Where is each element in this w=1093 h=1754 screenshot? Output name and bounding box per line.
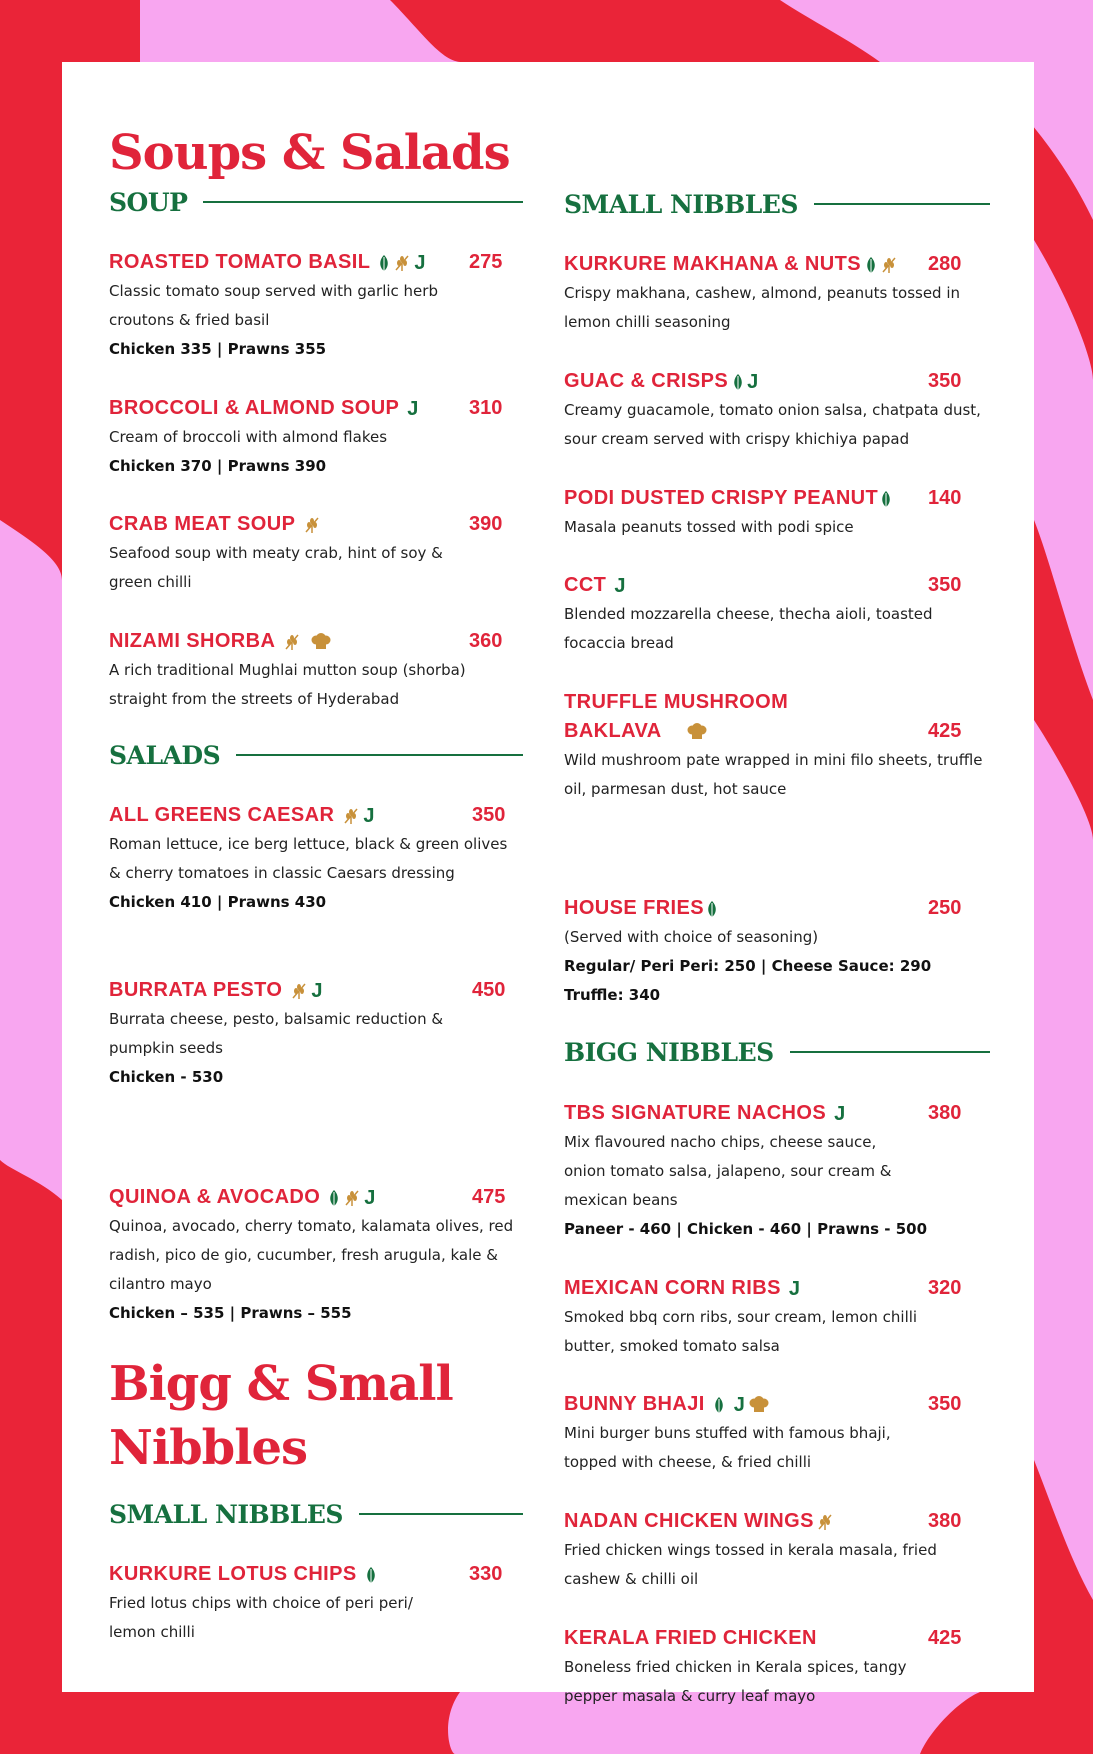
item-description: Mini burger buns stuffed with famous bhaji, topped with cheese, & fried chilli xyxy=(564,1424,891,1471)
menu-item xyxy=(109,801,523,917)
menu-item xyxy=(109,510,523,597)
item-name-row xyxy=(564,1624,990,1653)
item-name-row xyxy=(564,1274,990,1303)
menu-item xyxy=(564,688,990,804)
menu-item xyxy=(109,976,523,1092)
item-name-row xyxy=(109,394,523,423)
diet-icons xyxy=(816,1513,834,1531)
item-name: GUAC & CRISPS xyxy=(564,370,729,392)
chef-hat-icon xyxy=(748,1396,770,1414)
diet-icons xyxy=(290,981,323,1001)
item-name-row xyxy=(109,627,523,656)
item-extra-prices: Chicken - 530 xyxy=(109,1068,224,1086)
no-gluten-icon xyxy=(290,982,308,1000)
item-name: NIZAMI SHORBA xyxy=(109,630,276,652)
item-name-row xyxy=(109,248,523,277)
item-price: 425 xyxy=(928,720,962,742)
item-name: CRAB MEAT SOUP xyxy=(109,513,296,535)
diet-icons xyxy=(328,1188,376,1208)
no-gluten-icon xyxy=(880,256,898,274)
item-description: Burrata cheese, pesto, balsamic reduction & pumpkin seeds xyxy=(109,1010,444,1057)
item-price: 320 xyxy=(928,1277,962,1299)
menu-item xyxy=(109,248,523,364)
item-price: 350 xyxy=(928,370,962,392)
item-description: Seafood soup with meaty crab, hint of soy & green chilli xyxy=(109,544,443,591)
j-icon: J xyxy=(747,370,759,393)
j-icon: J xyxy=(788,1277,801,1300)
heading-small-nibbles xyxy=(109,1498,523,1530)
item-price: 250 xyxy=(928,897,962,919)
no-gluten-icon xyxy=(303,516,321,534)
chef-hat-icon xyxy=(310,633,332,651)
item-description: Cream of broccoli with almond flakes xyxy=(109,428,388,446)
item-description: Classic tomato soup served with garlic herb croutons & fried basil xyxy=(109,282,438,329)
no-gluten-icon xyxy=(283,633,301,651)
no-gluten-icon xyxy=(393,254,411,272)
menu-item xyxy=(109,627,523,714)
menu-item xyxy=(564,1274,990,1361)
item-name-row xyxy=(564,250,990,279)
item-price: 350 xyxy=(928,574,962,596)
item-price: 450 xyxy=(472,979,506,1001)
diet-icons xyxy=(732,372,759,392)
diet-icons xyxy=(880,490,892,508)
diet-icons xyxy=(865,256,898,274)
diet-icons xyxy=(706,900,718,918)
item-name: TRUFFLE MUSHROOM BAKLAVA xyxy=(564,691,789,742)
item-name-row xyxy=(564,1099,990,1128)
menu-item xyxy=(564,1390,990,1477)
item-name: KURKURE MAKHANA & NUTS xyxy=(564,253,861,275)
item-price: 280 xyxy=(928,253,962,275)
item-extra-prices: Paneer - 460 | Chicken - 460 | Prawns - 500 xyxy=(564,1220,928,1238)
heading-small-nibbles-text: SMALL NIBBLES xyxy=(109,1499,343,1529)
menu-item xyxy=(564,1624,990,1711)
diet-icons xyxy=(614,576,626,596)
item-description: A rich traditional Mughlai mutton soup (shorba) straight from the streets of Hyderabad xyxy=(109,661,466,708)
chef-hat-icon xyxy=(686,723,708,741)
item-price: 275 xyxy=(469,251,503,273)
item-price: 390 xyxy=(469,513,503,535)
item-extra-prices: Chicken 335 | Prawns 355 xyxy=(109,340,327,358)
item-description: Roman lettuce, ice berg lettuce, black & green olives & cherry tomatoes in classic Caesars dressing xyxy=(109,835,508,882)
diet-icons xyxy=(365,1566,377,1584)
menu-item xyxy=(109,1560,523,1647)
item-price: 140 xyxy=(928,487,962,509)
menu-card xyxy=(62,62,1034,1705)
item-name-row xyxy=(564,1507,990,1536)
diet-icons xyxy=(407,399,419,419)
no-gluten-icon xyxy=(343,1189,361,1207)
menu-item xyxy=(564,1507,990,1594)
divider-line xyxy=(203,201,523,203)
item-name-row xyxy=(564,688,864,746)
item-price: 380 xyxy=(928,1102,962,1124)
item-name-row xyxy=(564,367,990,396)
item-name: MEXICAN CORN RIBS xyxy=(564,1277,781,1299)
divider-line xyxy=(236,754,523,756)
item-name-row xyxy=(564,484,990,513)
diet-icons xyxy=(378,253,426,273)
j-icon: J xyxy=(614,574,626,597)
item-price: 350 xyxy=(928,1393,962,1415)
section-title-nibbles xyxy=(109,1352,453,1480)
item-price: 425 xyxy=(928,1627,962,1649)
leaf-icon xyxy=(713,1396,725,1414)
item-extra-prices: Chicken 370 | Prawns 390 xyxy=(109,457,327,475)
item-description: Fried chicken wings tossed in kerala masala, fried cashew & chilli oil xyxy=(564,1541,937,1588)
item-description: Masala peanuts tossed with podi spice xyxy=(564,518,854,536)
j-icon: J xyxy=(363,804,375,827)
heading-bigg-nibbles-text: BIGG NIBBLES xyxy=(564,1037,774,1067)
menu-item xyxy=(109,394,523,481)
item-description: Wild mushroom pate wrapped in mini filo sheets, truffle oil, parmesan dust, hot sauce xyxy=(564,751,983,798)
item-name-row xyxy=(109,976,523,1005)
no-gluten-icon xyxy=(342,807,360,825)
item-extra-prices-2: Truffle: 340 xyxy=(564,986,661,1004)
leaf-icon xyxy=(706,900,718,918)
leaf-icon xyxy=(328,1189,340,1207)
item-name: HOUSE FRIES xyxy=(564,897,704,919)
heading-small-nibbles-right xyxy=(564,188,990,220)
item-name: NADAN CHICKEN WINGS xyxy=(564,1510,814,1532)
menu-item xyxy=(564,894,990,1010)
item-description: Blended mozzarella cheese, thecha aioli, toasted focaccia bread xyxy=(564,605,933,652)
j-icon: J xyxy=(834,1102,846,1125)
heading-soup xyxy=(109,186,523,218)
item-name: PODI DUSTED CRISPY PEANUT xyxy=(564,487,879,509)
item-name-row xyxy=(564,1390,990,1419)
item-name: KURKURE LOTUS CHIPS xyxy=(109,1563,357,1585)
item-name: TBS SIGNATURE NACHOS xyxy=(564,1102,827,1124)
item-name-row xyxy=(109,1560,523,1589)
item-description: Boneless fried chicken in Kerala spices, tangy pepper masala & curry leaf mayo xyxy=(564,1658,907,1705)
item-description: (Served with choice of seasoning) xyxy=(564,928,819,946)
menu-item xyxy=(564,367,990,454)
j-icon: J xyxy=(407,397,419,420)
divider-line xyxy=(790,1051,990,1053)
menu-item xyxy=(564,484,990,542)
heading-small-nibbles-text: SMALL NIBBLES xyxy=(564,189,798,219)
diet-icons xyxy=(283,633,332,651)
item-name: CCT xyxy=(564,574,607,596)
divider-line xyxy=(359,1513,523,1515)
item-description: Quinoa, avocado, cherry tomato, kalamata olives, red radish, pico de gio, cucumber, fresh arugula, kale & cilantro mayo xyxy=(109,1217,514,1293)
j-icon: J xyxy=(733,1393,746,1416)
diet-icons xyxy=(342,806,375,826)
section-title-line-1: Bigg & Small xyxy=(109,1356,453,1412)
section-title-line-2: Nibbles xyxy=(109,1420,308,1476)
leaf-icon xyxy=(880,490,892,508)
item-description: Creamy guacamole, tomato onion salsa, chatpata dust, sour cream served with crispy khichiya papad xyxy=(564,401,981,448)
item-extra-prices: Chicken – 535 | Prawns – 555 xyxy=(109,1304,352,1322)
item-name: BROCCOLI & ALMOND SOUP xyxy=(109,397,400,419)
diet-icons xyxy=(713,1395,771,1415)
item-name: KERALA FRIED CHICKEN xyxy=(564,1627,817,1649)
diet-icons xyxy=(303,516,321,534)
item-extra-prices: Regular/ Peri Peri: 250 | Cheese Sauce: 290 xyxy=(564,957,932,975)
menu-item xyxy=(564,571,990,658)
item-name: BURRATA PESTO xyxy=(109,979,283,1001)
menu-item xyxy=(109,1183,523,1328)
leaf-icon xyxy=(378,254,390,272)
heading-bigg-nibbles xyxy=(564,1036,990,1068)
item-price: 350 xyxy=(472,804,506,826)
item-name: ALL GREENS CAESAR xyxy=(109,804,335,826)
item-description: Smoked bbq corn ribs, sour cream, lemon chilli butter, smoked tomato salsa xyxy=(564,1308,918,1355)
item-name: BUNNY BHAJI xyxy=(564,1393,705,1415)
diet-icons xyxy=(834,1104,846,1124)
menu-item xyxy=(564,250,990,337)
item-description: Crispy makhana, cashew, almond, peanuts tossed in lemon chilli seasoning xyxy=(564,284,961,331)
item-price: 380 xyxy=(928,1510,962,1532)
j-icon: J xyxy=(364,1186,376,1209)
no-gluten-icon xyxy=(816,1513,834,1531)
item-description: Mix flavoured nacho chips, cheese sauce, onion tomato salsa, jalapeno, sour cream & mexican beans xyxy=(564,1133,892,1209)
item-price: 310 xyxy=(469,397,503,419)
leaf-icon xyxy=(865,256,877,274)
section-title-soups-salads: Soups & Salads xyxy=(109,125,510,181)
item-price: 330 xyxy=(469,1563,503,1585)
item-price: 475 xyxy=(472,1186,506,1208)
item-name: ROASTED TOMATO BASIL xyxy=(109,251,371,273)
leaf-icon xyxy=(365,1566,377,1584)
heading-salads-text: SALADS xyxy=(109,740,221,770)
item-name-row xyxy=(109,801,523,830)
item-name-row xyxy=(109,1183,523,1212)
item-price: 360 xyxy=(469,630,503,652)
item-name-row xyxy=(564,894,990,923)
leaf-icon xyxy=(732,373,744,391)
divider-line xyxy=(814,203,990,205)
menu-item xyxy=(564,1099,990,1244)
item-extra-prices: Chicken 410 | Prawns 430 xyxy=(109,893,327,911)
item-name-row xyxy=(564,571,990,600)
heading-salads xyxy=(109,739,523,771)
item-name-row xyxy=(109,510,523,539)
diet-icons xyxy=(789,1279,801,1299)
item-name: QUINOA & AVOCADO xyxy=(109,1186,321,1208)
j-icon: J xyxy=(311,979,323,1002)
j-icon: J xyxy=(414,251,426,274)
item-description: Fried lotus chips with choice of peri peri/ lemon chilli xyxy=(109,1594,413,1641)
heading-soup-text: SOUP xyxy=(109,187,188,217)
